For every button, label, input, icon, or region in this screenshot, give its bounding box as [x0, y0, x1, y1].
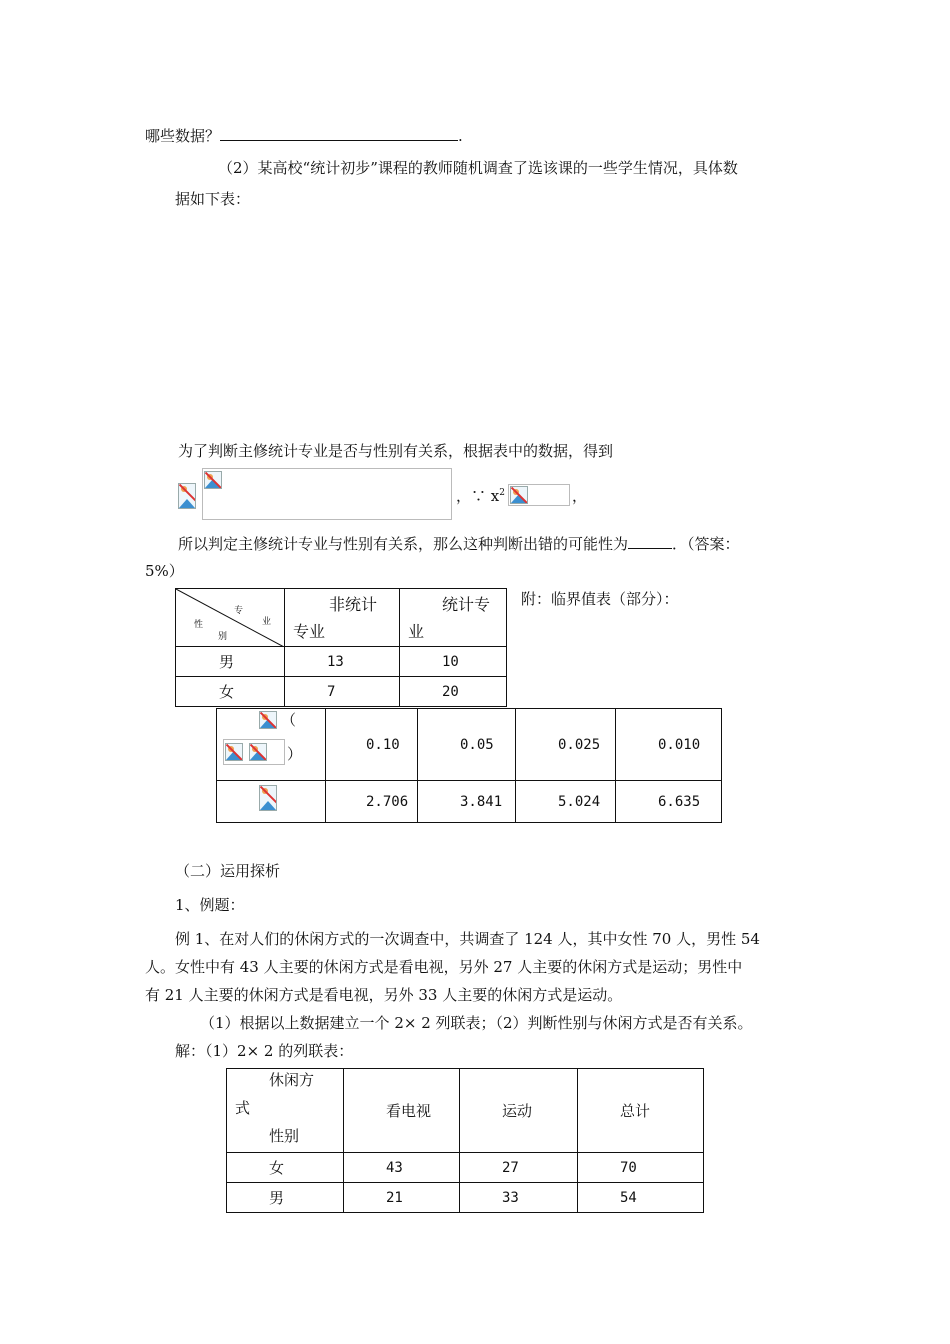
k-value: 2.706 — [326, 781, 418, 823]
k-image-icon — [259, 785, 277, 811]
judgement-line1: 为了判断主修统计专业是否与性别有关系，根据表中的数据，得到 — [178, 442, 614, 460]
section-title: （二）运用探析 — [175, 862, 281, 880]
table-row — [176, 647, 507, 677]
cell-value: 13 — [285, 647, 400, 677]
because-x: ，∵ x — [456, 487, 500, 505]
p-value: 0.025 — [516, 709, 616, 781]
cell-value: 70 — [578, 1153, 704, 1183]
example-line4: （1）根据以上数据建立一个 2× 2 列联表；（2）判断性别与休闲方式是否有关系。 — [200, 1014, 753, 1032]
p-value: 0.05 — [418, 709, 516, 781]
part2-line2: 据如下表： — [175, 190, 251, 208]
cell-value: 27 — [460, 1153, 578, 1183]
judgement-text: 所以判定主修统计专业与性别有关系，那么这种判断出错的可能性为 — [178, 535, 629, 553]
p-image-icon — [225, 743, 243, 761]
paren-close: ） — [287, 745, 303, 763]
cell-value: 33 — [460, 1183, 578, 1213]
p-image-icon — [259, 711, 277, 729]
because-text — [456, 487, 505, 505]
col-header: 总计 — [578, 1069, 704, 1153]
p-image-icon — [249, 743, 267, 761]
formula-image-icon — [178, 483, 196, 509]
cell-value: 7 — [285, 677, 400, 707]
example-line1: 例 1、在对人们的休闲方式的一次调查中，共调查了 124 人，其中女性 70 人，男性 54 — [175, 930, 760, 948]
appendix-label: 附：临界值表（部分）： — [521, 590, 679, 608]
cell-value: 10 — [400, 647, 507, 677]
header-corner-cell — [227, 1069, 344, 1153]
cell-value: 20 — [400, 677, 507, 707]
cell-value: 21 — [344, 1183, 460, 1213]
answer-label: ．（答案： — [672, 535, 740, 553]
col-header-line: 统计专 — [442, 594, 491, 614]
example-line2: 人。女性中有 43 人主要的休闲方式是看电视，另外 27 人主要的休闲方式是运动；男性中 — [145, 958, 743, 976]
k-value: 6.635 — [616, 781, 722, 823]
col-header-line: 专业 — [293, 621, 326, 641]
k-header-cell — [217, 781, 326, 823]
col-header: 看电视 — [344, 1069, 460, 1153]
probability-blank — [628, 548, 672, 549]
cell-value: 43 — [344, 1153, 460, 1183]
diag-label-top: 专 — [234, 606, 244, 616]
table-row — [227, 1069, 704, 1153]
col-header-line: 非统计 — [329, 594, 378, 614]
formula-box — [202, 468, 452, 520]
diagonal-header-cell — [176, 589, 285, 647]
p-value: 0.010 — [616, 709, 722, 781]
table-row — [227, 1183, 704, 1213]
answer-value: 5%） — [145, 562, 184, 580]
p-value: 0.10 — [326, 709, 418, 781]
header-line: 式 — [235, 1099, 251, 1117]
solution-line: 解：（1）2× 2 的列联表： — [175, 1042, 354, 1060]
diag-label-bottom: 别 — [218, 632, 228, 642]
row-label: 女 — [176, 677, 285, 707]
col-header-stat — [400, 589, 507, 647]
formula-image-icon — [204, 471, 222, 489]
row-label: 男 — [176, 647, 285, 677]
row-label: 女 — [227, 1153, 344, 1183]
major-gender-table — [175, 588, 507, 707]
header-line: 休闲方 — [269, 1071, 315, 1089]
part2-line1: （2）某高校“统计初步”课程的教师随机调查了选该课的一些学生情况，具体数 — [218, 159, 738, 177]
comma: ， — [572, 487, 588, 505]
diag-label-right: 业 — [262, 617, 272, 627]
chi-square-image-icon — [510, 486, 528, 504]
table-row — [217, 781, 722, 823]
k-value: 5.024 — [516, 781, 616, 823]
example-head: 1、例题： — [175, 896, 245, 914]
leisure-table — [226, 1068, 704, 1213]
answer-blank — [220, 140, 458, 141]
header-line: 性别 — [269, 1127, 300, 1145]
superscript: 2 — [499, 488, 505, 498]
example-line3: 有 21 人主要的休闲方式是看电视，另外 33 人主要的休闲方式是运动。 — [145, 986, 623, 1004]
k-value: 3.841 — [418, 781, 516, 823]
diag-label-left: 性 — [194, 620, 204, 630]
p-header-cell — [217, 709, 326, 781]
cell-value: 54 — [578, 1183, 704, 1213]
question-end: . — [458, 127, 463, 145]
row-label: 男 — [227, 1183, 344, 1213]
table-row — [217, 709, 722, 781]
col-header-line: 业 — [408, 621, 425, 641]
critical-value-table — [216, 708, 722, 823]
table-row — [227, 1153, 704, 1183]
table-row — [176, 677, 507, 707]
judgement-line3 — [178, 535, 740, 553]
paren-open: （ — [281, 711, 297, 729]
col-header: 运动 — [460, 1069, 578, 1153]
col-header-non-stat — [285, 589, 400, 647]
question-line — [145, 127, 463, 145]
question-text: 哪些数据？ — [145, 127, 221, 145]
